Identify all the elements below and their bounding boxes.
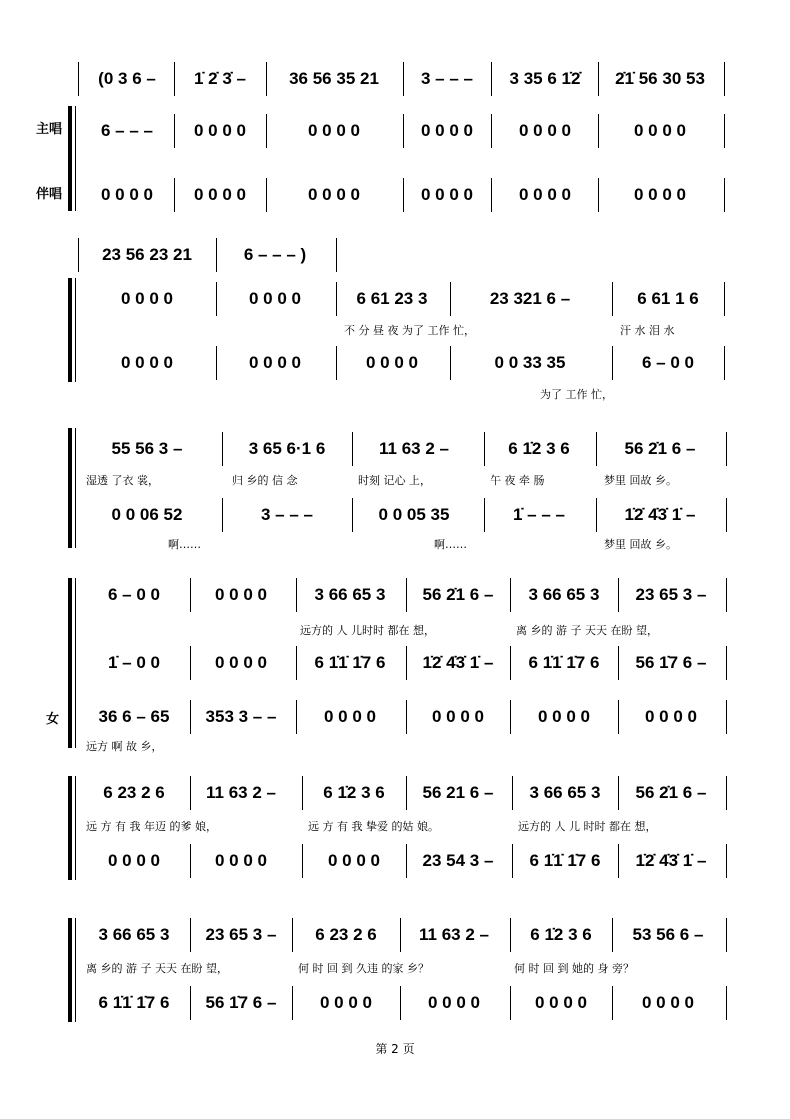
lyric: 啊…… (434, 538, 467, 551)
staff-line (0, 776, 790, 833)
measure: 56 2̇1 6 – (635, 783, 707, 802)
measure: 6 1̇2 3 6 (530, 925, 592, 944)
lyric: 时刻 记心 上， (358, 474, 431, 487)
measure: 353 3 – – (205, 707, 277, 726)
measure: 0 0 0 0 (308, 185, 360, 204)
measure: 6 1̇2 3 6 (323, 783, 385, 802)
measure: 0 0 0 0 (215, 653, 267, 672)
lyric: 离 乡的 游 子 天天 在盼 望， (86, 962, 228, 975)
part-label-lead: 主唱 (36, 122, 63, 137)
measure: 0 0 0 0 (519, 121, 571, 140)
measure: 6 1̇2 3 6 (508, 439, 570, 458)
measure: 0 0 0 0 (535, 993, 587, 1012)
system-6 (0, 918, 790, 1028)
staff-line (0, 346, 790, 401)
measure: 3 65 6·1 6 (248, 439, 326, 458)
measure: 0 0 0 0 (121, 289, 173, 308)
measure: 3 66 65 3 (98, 925, 170, 944)
measure: 0 0 0 0 (421, 121, 473, 140)
measure: 1̇2̇ 4̇3̇ 1̇ – (635, 851, 707, 870)
measure: 23 321 6 – (489, 289, 571, 308)
measure: 55 56 3 – (111, 439, 183, 458)
measure: 6 – 0 0 (642, 353, 694, 372)
measure: 0 0 0 0 (249, 289, 301, 308)
measure: 0 0 0 0 (634, 121, 686, 140)
measure: 0 0 0 0 (215, 585, 267, 604)
lyric: 湿透 了衣 裳， (86, 474, 159, 487)
measure: 0 0 0 0 (249, 353, 301, 372)
measure: 3 – – – (421, 69, 473, 88)
system-5 (0, 776, 790, 886)
lyric: 远方的 人 儿时时 都在 想， (300, 624, 435, 637)
measure: 56 1̇7 6 – (635, 653, 707, 672)
measure: 0 0 0 0 (421, 185, 473, 204)
measure: 0 0 0 0 (215, 851, 267, 870)
measure: 6 23 2 6 (315, 925, 377, 944)
page-number: 第 2 页 (375, 1042, 415, 1056)
staff-line (0, 282, 790, 337)
measure: 0 0 0 0 (308, 121, 360, 140)
measure: 0 0 06 52 (111, 505, 183, 524)
measure: 6 – – – ) (243, 245, 307, 264)
measure: 0 0 0 0 (101, 185, 153, 204)
staff-line (0, 986, 790, 1026)
lyric: 远方的 人 儿 时时 都在 想， (518, 820, 657, 833)
lyric: 汗 水 泪 水 (620, 324, 675, 337)
staff-line (0, 238, 790, 278)
measure: 11 63 2 – (206, 783, 276, 802)
measure: 3 66 65 3 (529, 783, 601, 802)
measure: 0 0 05 35 (378, 505, 450, 524)
measure: 36 56 35 21 (289, 69, 379, 88)
measure: 6 1̇1̇ 1̇7 6 (529, 851, 601, 870)
measure: 23 65 3 – (205, 925, 277, 944)
measure: 11 63 2 – (419, 925, 489, 944)
measure: 0 0 0 0 (366, 353, 418, 372)
measure: 3 66 65 3 (528, 585, 600, 604)
measure: 0 0 0 0 (108, 851, 160, 870)
lyric: 远方 啊 故 乡， (86, 740, 163, 753)
measure: 0 0 33 35 (494, 353, 566, 372)
lyric: 远 方 有 我 年迈 的爹 娘， (86, 820, 217, 833)
staff-line (0, 498, 790, 551)
measure: 23 54 3 – (422, 851, 494, 870)
staff-line (0, 646, 790, 686)
measure: 0 0 0 0 (432, 707, 484, 726)
measure: 0 0 0 0 (538, 707, 590, 726)
lyric: 啊…… (168, 538, 201, 551)
measure: 0 0 0 0 (428, 993, 480, 1012)
measure: 6 1̇1̇ 1̇7 6 (98, 993, 170, 1012)
measure: 6 1̇1̇ 1̇7 6 (528, 653, 600, 672)
measure: 36 6 – 65 (98, 707, 170, 726)
lyric: 为了 工作 忙， (540, 388, 613, 401)
measure: 0 0 0 0 (642, 993, 694, 1012)
measure: 1̇ – – – (513, 505, 565, 524)
measure: 0 0 0 0 (645, 707, 697, 726)
measure: 6 61 1 6 (637, 289, 699, 308)
lyric: 离 乡的 游 子 天天 在盼 望， (516, 624, 658, 637)
measure: 0 0 0 0 (324, 707, 376, 726)
lyric: 梦里 回故 乡。 (604, 474, 677, 487)
lyric: 何 时 回 到 久违 的家 乡？ (298, 962, 429, 975)
measure: 56 2̇1 6 – (624, 439, 696, 458)
measure: 3 – – – (261, 505, 313, 524)
measure: 23 56 23 21 (102, 245, 192, 264)
measure: 0 0 0 0 (634, 185, 686, 204)
system-1 (0, 62, 790, 212)
measure: (0 3 6 – (98, 69, 156, 88)
measure: 11 63 2 – (379, 439, 449, 458)
measure: 1̇ 2̇ 3̇ – (194, 69, 246, 88)
system-3 (0, 428, 790, 553)
measure: 0 0 0 0 (519, 185, 571, 204)
measure: 1̇2̇ 4̇3̇ 1̇ – (624, 505, 696, 524)
measure: 56 2̇1 6 – (422, 585, 494, 604)
lyric: 归 乡的 信 念 (232, 474, 298, 487)
lyric: 不 分 昼 夜 为了 工作 忙， (344, 324, 475, 337)
measure: 6 23 2 6 (103, 783, 165, 802)
lyric: 午 夜 牵 肠 (490, 474, 545, 487)
measure: 3 66 65 3 (314, 585, 386, 604)
measure: 23 65 3 – (635, 585, 707, 604)
lyric: 何 时 回 到 她的 身 旁？ (514, 962, 634, 975)
staff-line (0, 114, 790, 154)
measure: 6 – – – (101, 121, 153, 140)
measure: 0 0 0 0 (328, 851, 380, 870)
staff-line (0, 432, 790, 487)
measure: 6 1̇1̇ 1̇7 6 (314, 653, 386, 672)
system-2 (0, 238, 790, 401)
measure: 0 0 0 0 (121, 353, 173, 372)
staff-line (0, 918, 790, 975)
staff-line (0, 62, 790, 102)
measure: 53 56 6 – (632, 925, 704, 944)
measure: 6 – 0 0 (108, 585, 160, 604)
measure: 6 61 23 3 (356, 289, 428, 308)
measure: 0 0 0 0 (194, 121, 246, 140)
measure: 0 0 0 0 (320, 993, 372, 1012)
measure: 1̇2̇ 4̇3̇ 1̇ – (422, 653, 494, 672)
lyric: 远 方 有 我 挚爱 的姑 娘。 (308, 820, 439, 833)
measure: 3 35 6 1̇2̇ (509, 69, 581, 88)
staff-line (0, 700, 790, 753)
measure: 2̇1̇ 56 30 53 (615, 69, 705, 88)
staff-line (0, 178, 790, 218)
part-label-female: 女 (46, 712, 60, 727)
measure: 56 21 6 – (422, 783, 494, 802)
measure: 1̇ – 0 0 (108, 653, 160, 672)
system-4 (0, 578, 790, 758)
part-label-accomp: 伴唱 (36, 187, 63, 202)
measure: 0 0 0 0 (194, 185, 246, 204)
lyric: 梦里 回故 乡。 (604, 538, 677, 551)
staff-line (0, 578, 790, 637)
measure: 56 1̇7 6 – (205, 993, 277, 1012)
staff-line (0, 844, 790, 884)
